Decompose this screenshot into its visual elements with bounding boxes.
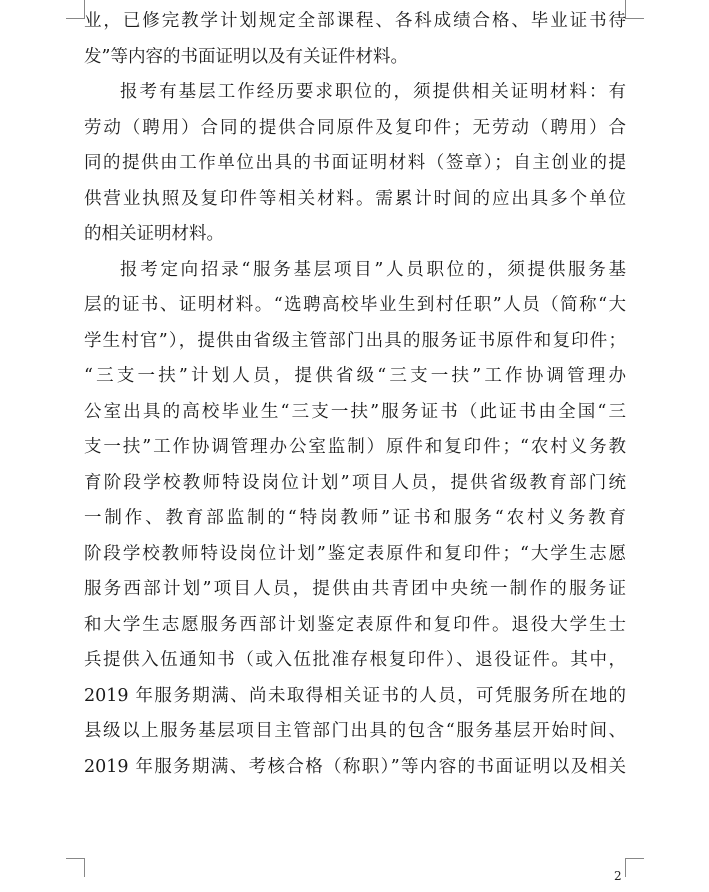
body-line: 劳动（聘用）合同的提供合同原件及复印件；无劳动（聘用）合 [84, 117, 626, 138]
body-line: “三支一扶”计划人员，提供省级“三支一扶”工作协调管理办 [84, 366, 626, 386]
body-line: 报考定向招录“服务基层项目”人员职位的，须提供服务基 [120, 259, 626, 280]
body-line: 公室出具的高校毕业生“三支一扶”服务证书（此证书由全国“三 [84, 401, 626, 422]
body-line: 阶段学校教师特设岗位计划”鉴定表原件和复印件；“大学生志愿 [84, 543, 626, 564]
body-line: 兵提供入伍通知书（或入伍批准存根复印件）、退役证件。其中， [84, 650, 626, 670]
crop-mark-bottom-left [66, 858, 85, 877]
body-line: 供营业执照及复印件等相关材料。需累计时间的应出具多个单位 [84, 188, 626, 209]
body-line: 层的证书、证明材料。“选聘高校毕业生到村任职”人员（简称“大 [84, 295, 626, 315]
body-line: 2019 年服务期满、尚未取得相关证书的人员，可凭服务所在地的 [84, 685, 626, 706]
body-line: 学生村官”），提供由省级主管部门出具的服务证书原件和复印件； [84, 330, 626, 351]
body-line: 和大学生志愿服务西部计划鉴定表原件和复印件。退役大学生士 [84, 614, 626, 635]
body-line: 报考有基层工作经历要求职位的，须提供相关证明材料：有 [120, 82, 626, 102]
body-line: 一制作、教育部监制的“特岗教师”证书和服务“农村义务教育 [84, 508, 626, 528]
page-number: 2 [614, 869, 622, 883]
document-body [84, 4, 626, 785]
body-line: 同的提供由工作单位出具的书面证明材料（签章）；自主创业的提 [84, 153, 626, 173]
body-line: 育阶段学校教师特设岗位计划”项目人员，提供省级教育部门统 [84, 472, 626, 493]
body-line: 2019 年服务期满、考核合格（称职）”等内容的书面证明以及相关 [84, 756, 626, 777]
body-line: 支一扶”工作协调管理办公室监制）原件和复印件；“农村义务教 [84, 437, 626, 457]
body-line: 的相关证明材料。 [84, 224, 224, 244]
crop-mark-top-left [66, 0, 85, 19]
crop-mark-top-right [625, 0, 644, 19]
body-line: 业，已修完教学计划规定全部课程、各科成绩合格、毕业证书待 [84, 11, 626, 31]
body-line: 发”等内容的书面证明以及有关证件材料。 [84, 46, 408, 67]
body-line: 县级以上服务基层项目主管部门出具的包含“服务基层开始时间、 [84, 721, 626, 741]
crop-mark-bottom-right [625, 858, 644, 877]
body-line: 服务西部计划”项目人员，提供由共青团中央统一制作的服务证 [84, 579, 626, 599]
